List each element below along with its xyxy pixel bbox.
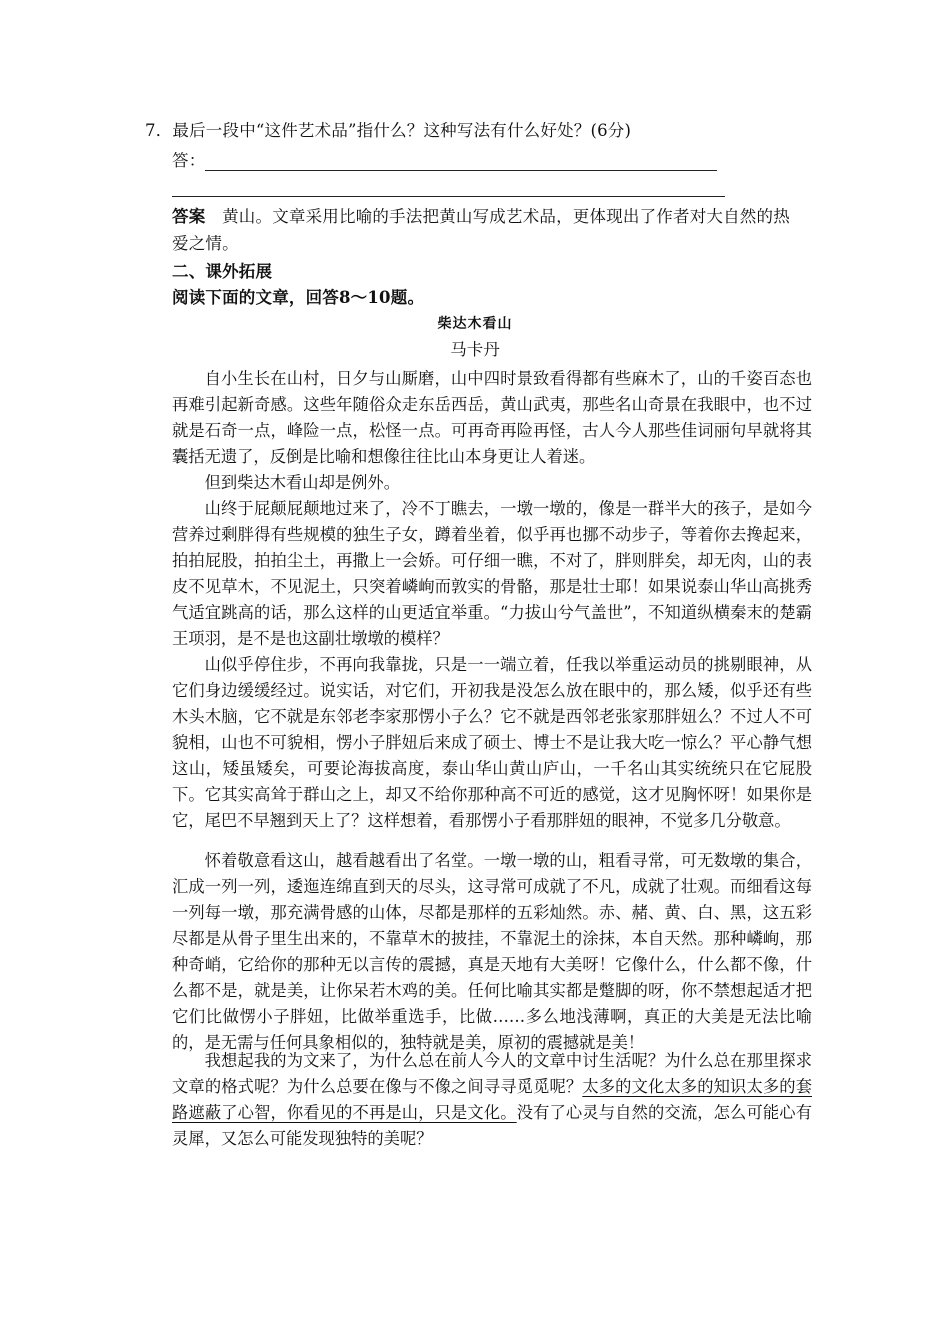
underlined-sentence: 太多的文化太多的知识太多的套路遮蔽了心智，你看见的不再是山，只是文化。 (172, 1077, 812, 1122)
section-heading: 二、课外拓展 (172, 262, 273, 281)
answer-row (172, 204, 812, 230)
paragraph-6 (172, 1048, 812, 1152)
paragraph-1: 自小生长在山村，日夕与山厮磨，山中四时景致看得都有些麻木了，山的千姿百态也再难引起新奇感。这些年随俗众走东岳西岳，黄山武夷，那些名山奇景在我眼中，也不过就是石奇一点，峰险一点，松怪一点。可再奇再险再怪，古人今人那些佳词丽句早就将其囊括无遗了，反倒是比喻和想像往往比山本身更让人着迷。 (172, 369, 812, 466)
paragraph-5: 怀着敬意看这山，越看越看出了名堂。一墩一墩的山，粗看寻常，可无数墩的集合，汇成一列一列，逶迤连绵直到天的尽头，这寻常可成就了不凡，成就了壮观。而细看这每一列每一墩，那充满骨感的山体，尽都是那样的五彩灿然。赤、赭、黄、白、黑，这五彩尽都是从骨子里生出来的，不靠草木的披挂，不靠泥土的涂抹，本自天然。那种嶙峋，那种奇峭，它给你的那种无以言传的震撼，真是天地有大美呀！它像什么，什么都不像，什么都不是，就是美，让你呆若木鸡的美。任何比喻其实都是蹩脚的呀，你不禁想起适才把它们比做愣小子胖妞，比做举重选手，比做……多么地浅薄啊，真正的大美是无法比喻的，是无需与任何具象相似的，独特就是美，原初的震撼就是美！ (172, 851, 812, 1052)
article-title: 柴达木看山 (437, 316, 513, 332)
answer-line-1[interactable] (205, 170, 717, 171)
paragraph-4: 山似乎停住步，不再向我靠拢，只是一一端立着，任我以举重运动员的挑剔眼神，从它们身边缓缓经过。说实话，对它们，开初我是没怎么放在眼中的，那么矮，似乎还有些木头木脑，它不就是东邻老李家那愣小子么？它不就是西邻老张家那胖妞么？不过人不可貌相，山也不可貌相，愣小子胖妞后来成了硕士、博士不是让我大吃一惊么？平心静气想这山，矮虽矮矣，可要论海拔高度，泰山华山黄山庐山，一千名山其实统统只在它屁股下。它其实高耸于群山之上，却又不给你那种高不可近的感觉，这才见胸怀呀！如果你是它，尾巴不早翘到天上了？这样想着，看那愣小子看那胖妞的眼神，不觉多几分敬意。 (172, 655, 812, 830)
paragraph-6-text: 我想起我的为文来了，为什么总在前人今人的文章中讨生活呢？为什么总在那里探求文章的格式呢？为什么总要在像与不像之间寻寻觅觅呢？ (172, 1051, 812, 1096)
article-author: 马卡丹 (450, 340, 500, 359)
answer-text: 黄山。文章采用比喻的手法把黄山写成艺术品，更体现出了作者对大自然的热 (205, 207, 790, 226)
answer-line-2[interactable] (172, 196, 725, 197)
paragraph-6-end: 没有了心灵与自然的交流，怎么可能心有灵犀，又怎么可能发现独特的美呢？ (172, 1103, 812, 1148)
answer-heading: 答案 (172, 207, 206, 226)
answer-label: 答： (172, 151, 206, 170)
section-instruction: 阅读下面的文章，回答8～10题。 (172, 288, 425, 307)
paragraph-2: 但到柴达木看山却是例外。 (204, 473, 400, 492)
answer-text-cont: 爱之情。 (172, 234, 239, 253)
paragraph-3: 山终于屁颠屁颠地过来了，冷不丁瞧去，一墩一墩的，像是一群半大的孩子，是如今营养过剩胖得有些规模的独生子女，蹲着坐着，似乎再也挪不动步子，等着你去搀起来，拍拍屁股，拍拍尘土，再撒上一会娇。可仔细一瞧，不对了，胖则胖矣，却无肉，山的表皮不见草木，不见泥土，只突着嶙峋而敦实的骨骼，那是壮士耶！如果说泰山华山高挑秀气适宜跳高的话，那么这样的山更适宜举重。“力拔山兮气盖世”，不知道纵横秦末的楚霸王项羽，是不是也这副壮墩墩的模样？ (172, 499, 812, 648)
question-7: 7．最后一段中“这件艺术品”指什么？这种写法有什么好处？(6分) (145, 121, 632, 140)
